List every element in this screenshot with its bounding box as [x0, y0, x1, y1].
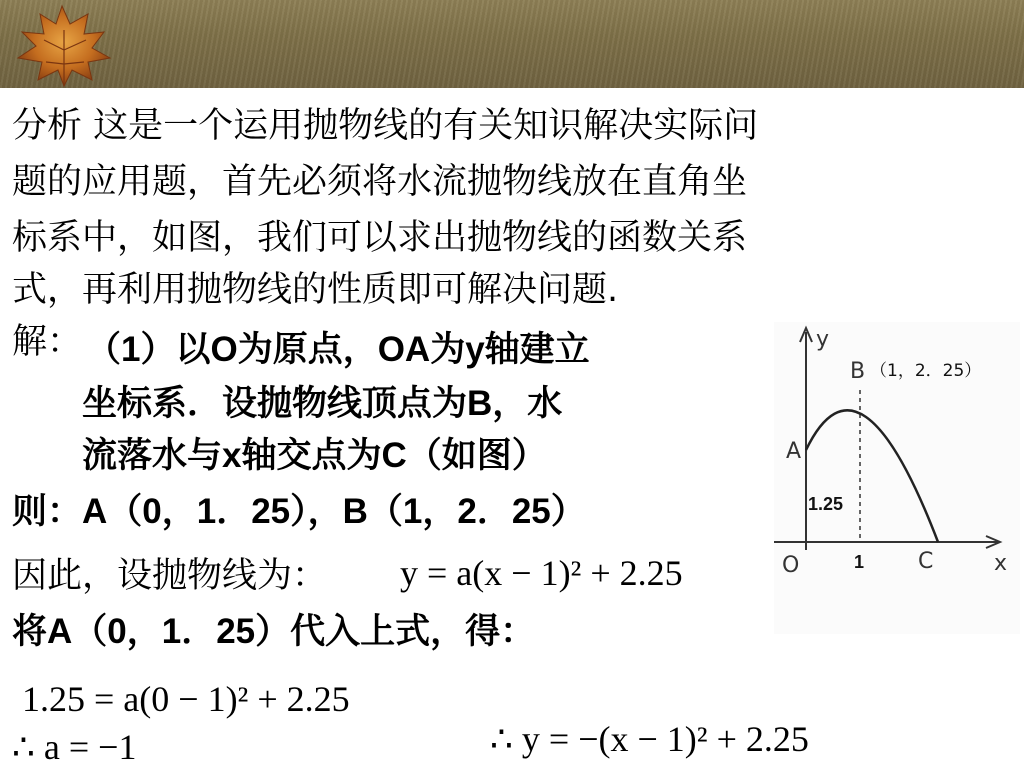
- x-axis-label: x: [994, 551, 1008, 576]
- point-c-label: C: [918, 549, 934, 574]
- x-tick-label: 1: [854, 552, 865, 572]
- step1-line-3: 流落水与x轴交点为C（如图）: [82, 436, 547, 475]
- point-b-coordinate: （1，2．25）: [870, 361, 982, 381]
- therefore-y: ∴ y = −(x − 1)² + 2.25: [490, 719, 809, 759]
- assume-label: 因此，设抛物线为：: [12, 556, 328, 596]
- solution-label: 解：: [12, 322, 83, 362]
- origin-label: O: [782, 553, 800, 578]
- analysis-line-4: 式，再利用抛物线的性质即可解决问题.: [12, 270, 619, 310]
- therefore-a: ∴ a = −1: [12, 727, 137, 767]
- step1-line-1: （1）以O为原点，OA为y轴建立: [86, 330, 590, 369]
- point-a-label: A: [786, 439, 802, 464]
- equation: 1.25 = a(0 − 1)² + 2.25: [22, 679, 350, 719]
- assume-formula: y = a(x − 1)² + 2.25: [400, 553, 683, 593]
- point-b-label: B: [850, 359, 866, 384]
- parabola-graph: [770, 318, 1024, 638]
- step1-line-2: 坐标系．设抛物线顶点为B，水: [82, 384, 563, 423]
- analysis-line-3: 标系中，如图，我们可以求出抛物线的函数关系: [12, 218, 748, 258]
- analysis-line-2: 题的应用题，首先必须将水流抛物线放在直角坐: [12, 162, 748, 202]
- a-value-label: 1.25: [808, 494, 844, 514]
- autumn-leaf-icon: [0, 0, 130, 88]
- y-axis-label: y: [816, 327, 830, 352]
- header-banner: [0, 0, 1024, 88]
- analysis-line-1: 分析 这是一个运用抛物线的有关知识解决实际问: [12, 106, 759, 146]
- points-line: 则：A（0，1．25），B（1，2．25）: [12, 492, 586, 531]
- substitute-line: 将A（0，1．25）代入上式，得：: [12, 612, 536, 651]
